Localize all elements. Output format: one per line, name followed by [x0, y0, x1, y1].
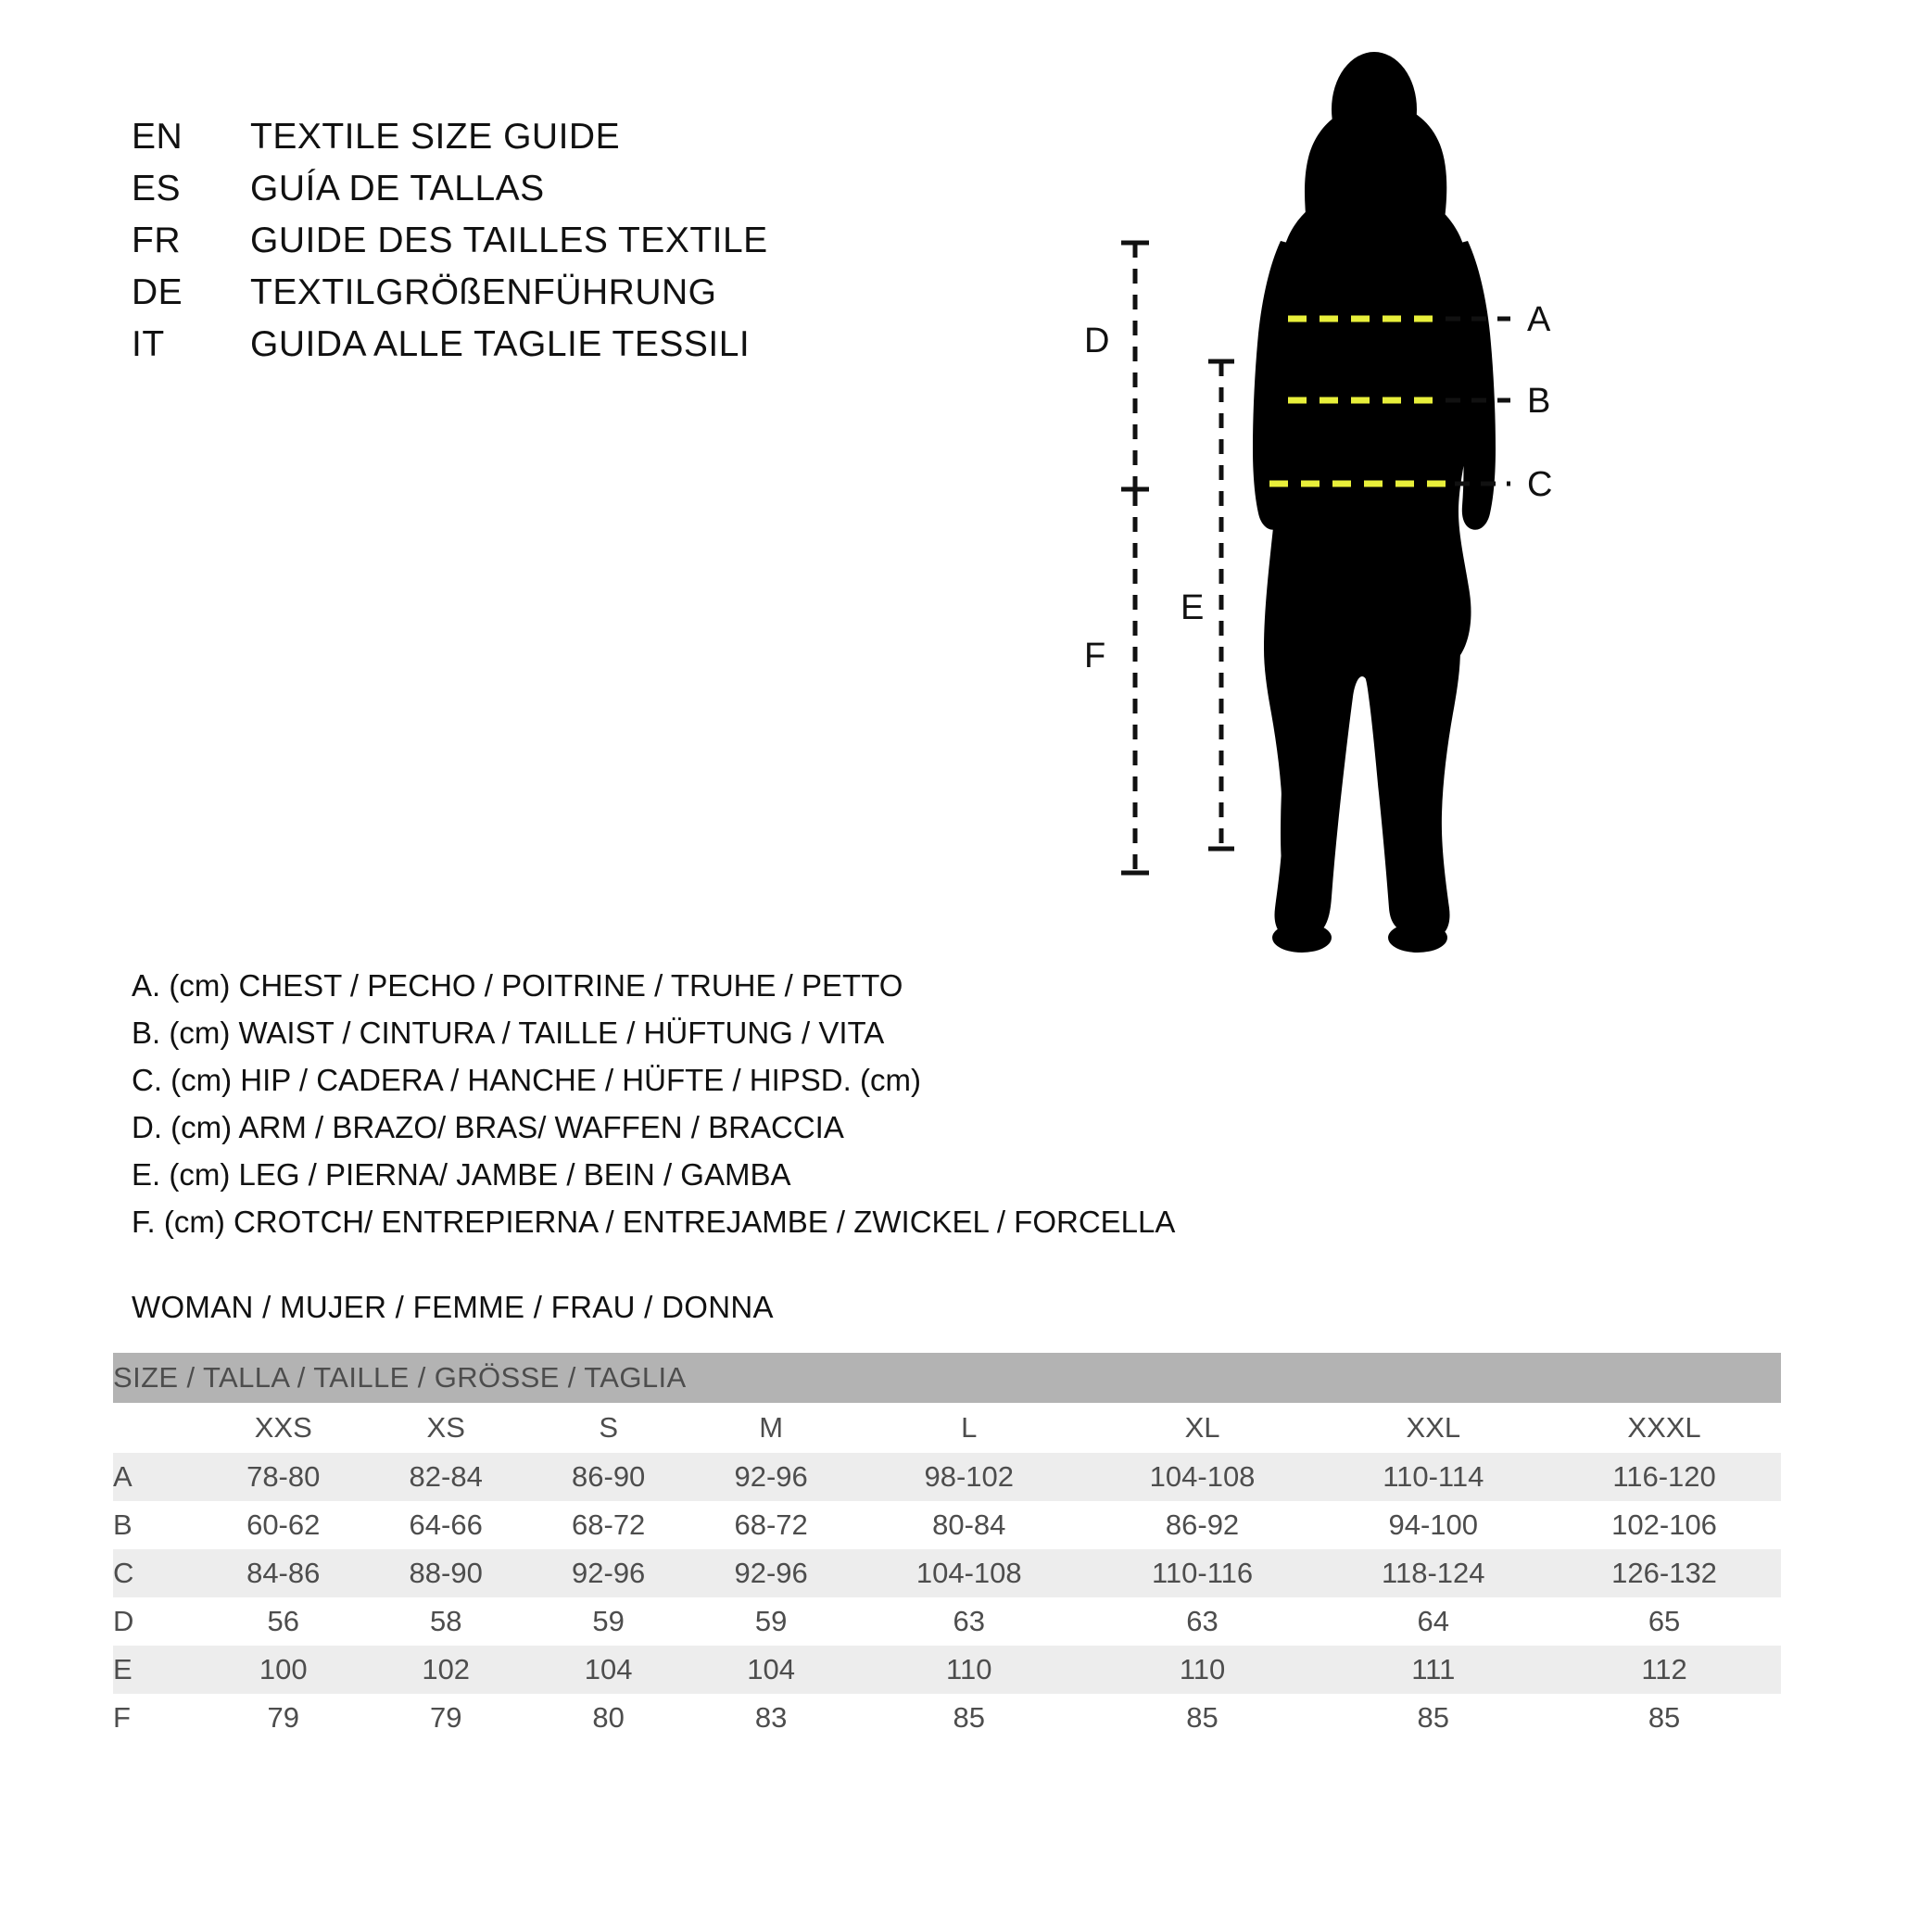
- table-cell: 86-92: [1165, 1508, 1240, 1541]
- table-row: [113, 1694, 1781, 1742]
- table-cell: 110-114: [1319, 1453, 1547, 1501]
- table-cell: 79: [267, 1701, 299, 1734]
- table-cell: 85: [1417, 1701, 1450, 1734]
- measurement-legend: [132, 962, 1244, 1245]
- row-label: F: [113, 1701, 131, 1734]
- legend-item-a: A. (cm) CHEST / PECHO / POITRINE / TRUHE / PETTO: [132, 968, 903, 1003]
- dimension-d: [1084, 243, 1149, 489]
- legend-item-b: B. (cm) WAIST / CINTURA / TAILLE / HÜFTUNG / VITA: [132, 1016, 885, 1050]
- table-cell: 82-84: [364, 1453, 526, 1501]
- table-cell: 100: [202, 1646, 364, 1694]
- table-cell: 65: [1648, 1605, 1681, 1637]
- table-cell: 111: [1319, 1646, 1547, 1694]
- table-title: SIZE / TALLA / TAILLE / GRÖSSE / TAGLIA: [113, 1353, 1781, 1403]
- row-label: B: [113, 1508, 133, 1541]
- table-cell: 94-100: [1388, 1508, 1479, 1541]
- dimension-f: [1084, 491, 1149, 873]
- language-title-block: [132, 117, 966, 376]
- language-row: [132, 324, 966, 376]
- table-cell: 110-116: [1086, 1549, 1320, 1597]
- size-table: [113, 1353, 1781, 1742]
- language-code: EN: [132, 117, 183, 157]
- language-code: IT: [132, 324, 165, 364]
- row-label: E: [113, 1646, 202, 1694]
- table-cell: 110: [1086, 1646, 1320, 1694]
- table-cell: 85: [1186, 1701, 1219, 1734]
- dimension-e: [1181, 361, 1234, 849]
- table-cell: 126-132: [1547, 1549, 1781, 1597]
- table-cell: 92-96: [527, 1549, 689, 1597]
- column-header: XXS: [202, 1403, 364, 1453]
- marker-label-c: C: [1527, 465, 1553, 504]
- table-row: [113, 1453, 1781, 1501]
- legend-item-e: E. (cm) LEG / PIERNA/ JAMBE / BEIN / GAMBA: [132, 1157, 791, 1192]
- table-cell: 58: [429, 1605, 462, 1637]
- table-cell: 98-102: [852, 1453, 1086, 1501]
- table-corner-cell: [113, 1403, 202, 1453]
- table-cell: 110: [852, 1646, 1086, 1694]
- table-cell: 104: [527, 1646, 689, 1694]
- table-cell: 86-90: [527, 1453, 689, 1501]
- language-title: GUIDE DES TAILLES TEXTILE: [250, 221, 768, 260]
- table-cell: 92-96: [689, 1549, 852, 1597]
- row-label: D: [113, 1605, 134, 1637]
- language-row: [132, 221, 966, 272]
- table-header-row: [113, 1403, 1781, 1453]
- column-header: XXXL: [1547, 1403, 1781, 1453]
- table-cell: 63: [1186, 1605, 1219, 1637]
- column-header: L: [852, 1403, 1086, 1453]
- table-cell: 64: [1417, 1605, 1450, 1637]
- table-cell: 104-108: [852, 1549, 1086, 1597]
- table-cell: 118-124: [1319, 1549, 1547, 1597]
- table-row: [113, 1597, 1781, 1646]
- language-title: GUÍA DE TALLAS: [250, 169, 545, 208]
- table-cell: 88-90: [364, 1549, 526, 1597]
- table-cell: 59: [754, 1605, 788, 1637]
- table-cell: 104: [689, 1646, 852, 1694]
- marker-label-b: B: [1527, 382, 1551, 421]
- table-title-row: [113, 1353, 1781, 1403]
- legend-item-d: D. (cm) ARM / BRAZO/ BRAS/ WAFFEN / BRACCIA: [132, 1110, 844, 1144]
- table-cell: 92-96: [689, 1453, 852, 1501]
- table-cell: 83: [754, 1701, 788, 1734]
- marker-label-a: A: [1527, 300, 1551, 339]
- body-measurement-figure: [1084, 56, 1900, 1214]
- table-cell: 85: [953, 1701, 985, 1734]
- dimension-label-d: D: [1084, 322, 1110, 360]
- table-cell: 78-80: [202, 1453, 364, 1501]
- row-label: C: [113, 1549, 202, 1597]
- table-cell: 60-62: [246, 1508, 321, 1541]
- dimension-label-e: E: [1181, 588, 1205, 627]
- column-header: XL: [1086, 1403, 1320, 1453]
- section-label: WOMAN / MUJER / FEMME / FRAU / DONNA: [132, 1290, 774, 1324]
- table-cell: 68-72: [572, 1508, 646, 1541]
- table-row: [113, 1646, 1781, 1694]
- language-row: [132, 272, 966, 324]
- table-cell: 63: [953, 1605, 985, 1637]
- table-row: [113, 1549, 1781, 1597]
- dimension-label-f: F: [1084, 637, 1106, 675]
- table-cell: 102-106: [1611, 1508, 1717, 1541]
- row-label: A: [113, 1453, 202, 1501]
- table-row: [113, 1501, 1781, 1549]
- table-cell: 84-86: [202, 1549, 364, 1597]
- column-header: S: [527, 1403, 689, 1453]
- language-title: TEXTILE SIZE GUIDE: [250, 117, 621, 157]
- table-cell: 80-84: [932, 1508, 1006, 1541]
- language-code: ES: [132, 169, 182, 208]
- column-header: M: [689, 1403, 852, 1453]
- woman-silhouette: [1253, 52, 1496, 953]
- table-cell: 102: [364, 1646, 526, 1694]
- legend-item-c: C. (cm) HIP / CADERA / HANCHE / HÜFTE / HIPSD. (cm): [132, 1063, 921, 1097]
- table-cell: 59: [592, 1605, 625, 1637]
- table-cell: 80: [592, 1701, 625, 1734]
- legend-item-f: F. (cm) CROTCH/ ENTREPIERNA / ENTREJAMBE / ZWICKEL / FORCELLA: [132, 1205, 1176, 1239]
- table-cell: 79: [429, 1701, 462, 1734]
- table-cell: 56: [267, 1605, 299, 1637]
- table-cell: 104-108: [1086, 1453, 1320, 1501]
- language-code: FR: [132, 221, 181, 260]
- column-header: XXL: [1319, 1403, 1547, 1453]
- language-row: [132, 169, 966, 221]
- column-header: XS: [364, 1403, 526, 1453]
- table-cell: 64-66: [409, 1508, 483, 1541]
- table-cell: 85: [1648, 1701, 1681, 1734]
- language-code: DE: [132, 272, 183, 312]
- table-cell: 68-72: [734, 1508, 808, 1541]
- language-title: TEXTILGRÖßENFÜHRUNG: [250, 272, 717, 312]
- language-title: GUIDA ALLE TAGLIE TESSILI: [250, 324, 751, 364]
- table-cell: 112: [1547, 1646, 1781, 1694]
- language-row: [132, 117, 966, 169]
- table-cell: 116-120: [1547, 1453, 1781, 1501]
